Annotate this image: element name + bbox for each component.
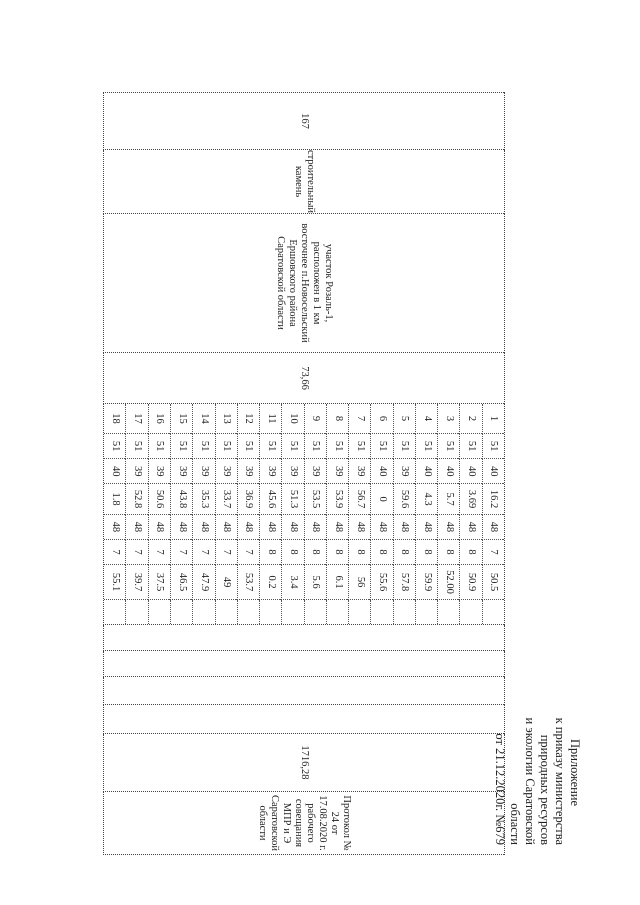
- coordinate-cell: 51: [193, 433, 215, 458]
- empty-cell: [482, 600, 504, 624]
- coordinate-cell: 57.8: [393, 564, 415, 599]
- empty-cell: [104, 676, 505, 704]
- coordinate-cell: 51: [415, 433, 437, 458]
- coordinate-cell: 5.7: [438, 484, 460, 514]
- coordinate-row: [104, 404, 126, 624]
- coordinate-cell: 45.6: [260, 484, 282, 514]
- coordinate-cell: 8: [438, 539, 460, 564]
- coordinate-cell: 48: [349, 514, 371, 539]
- coordinate-row: [349, 404, 371, 624]
- coordinate-cell: 39: [215, 459, 237, 484]
- coordinate-cell: 50.6: [148, 484, 170, 514]
- coordinate-cell: 51.3: [282, 484, 304, 514]
- coordinate-cell: 48: [104, 514, 126, 539]
- coordinate-cell: 51: [237, 433, 259, 458]
- coordinate-row: [482, 404, 504, 624]
- empty-cell: [282, 600, 304, 624]
- coordinate-cell: 48: [260, 514, 282, 539]
- empty-cell: [148, 600, 170, 624]
- coordinate-row: [215, 404, 237, 624]
- coordinate-cell: 7: [215, 539, 237, 564]
- coordinate-row: [171, 404, 193, 624]
- coordinate-cell: 40: [415, 459, 437, 484]
- coordinate-cell: 6: [371, 404, 393, 433]
- coordinate-cell: 59.6: [393, 484, 415, 514]
- empty-cell: [393, 600, 415, 624]
- coordinate-cell: 14: [193, 404, 215, 433]
- coordinate-cell: 11: [260, 404, 282, 433]
- coordinate-row: [282, 404, 304, 624]
- coordinate-cell: 46.5: [171, 564, 193, 599]
- empty-cell: [104, 650, 505, 676]
- coordinate-cell: 40: [438, 459, 460, 484]
- coordinate-row: [415, 404, 437, 624]
- coordinate-cell: 48: [237, 514, 259, 539]
- coordinate-cell: 39: [260, 459, 282, 484]
- coordinate-cell: 3.69: [460, 484, 482, 514]
- coordinate-cell: 8: [326, 539, 348, 564]
- coordinate-cell: 48: [215, 514, 237, 539]
- coordinate-cell: 49: [215, 564, 237, 599]
- coordinate-cell: 48: [193, 514, 215, 539]
- coordinate-cell: 8: [304, 539, 326, 564]
- coordinate-cell: 8: [415, 539, 437, 564]
- coordinate-cell: 36.9: [237, 484, 259, 514]
- coordinate-cell: 51: [482, 433, 504, 458]
- empty-cell: [415, 600, 437, 624]
- deposits-table: [103, 92, 505, 855]
- coordinate-row: [438, 404, 460, 624]
- coordinate-cell: 0: [371, 484, 393, 514]
- coordinate-cell: 48: [282, 514, 304, 539]
- coordinate-cell: 39: [326, 459, 348, 484]
- coordinate-row: [304, 404, 326, 624]
- coordinate-cell: 48: [126, 514, 148, 539]
- coordinate-cell: 39: [393, 459, 415, 484]
- table-row: [104, 93, 505, 855]
- coordinate-cell: 16: [148, 404, 170, 433]
- coordinate-cell: 33.7: [215, 484, 237, 514]
- appendix-line: от 21.12.2020г. №679: [493, 733, 507, 845]
- appendix-line: к приказу министерства природных ресурсов: [538, 717, 567, 845]
- coordinate-cell: 1.8: [104, 484, 126, 514]
- empty-cell: [215, 600, 237, 624]
- coordinate-cell: 48: [482, 514, 504, 539]
- coordinate-cell: 51: [282, 433, 304, 458]
- coordinate-cell: 3.4: [282, 564, 304, 599]
- coordinate-row: [193, 404, 215, 624]
- coordinate-cell: 51: [438, 433, 460, 458]
- coordinate-cell: 40: [104, 459, 126, 484]
- empty-cell: [349, 600, 371, 624]
- coordinate-cell: 39: [148, 459, 170, 484]
- coordinate-cell: 51: [304, 433, 326, 458]
- empty-cell: [104, 625, 505, 651]
- coordinate-cell: 51: [326, 433, 348, 458]
- coordinate-cell: 2: [460, 404, 482, 433]
- coordinate-cell: 56: [349, 564, 371, 599]
- empty-cell: [260, 600, 282, 624]
- coordinate-cell: 40: [482, 459, 504, 484]
- coordinate-cell: 48: [304, 514, 326, 539]
- coordinate-cell: 10: [282, 404, 304, 433]
- coordinate-cell: 51: [126, 433, 148, 458]
- coordinate-cell: 5: [393, 404, 415, 433]
- coordinate-row: [148, 404, 170, 624]
- coordinate-cell: 18: [104, 404, 126, 433]
- coordinate-cell: 40: [460, 459, 482, 484]
- coordinate-cell: 17: [126, 404, 148, 433]
- coordinate-cell: 53.5: [304, 484, 326, 514]
- coordinate-row: [371, 404, 393, 624]
- coordinate-cell: 7: [104, 539, 126, 564]
- coordinate-cell: 39: [282, 459, 304, 484]
- coordinate-cell: 40: [371, 459, 393, 484]
- empty-cell: [126, 600, 148, 624]
- coordinate-cell: 7: [126, 539, 148, 564]
- empty-cell: [104, 600, 126, 624]
- coordinate-cell: 51: [260, 433, 282, 458]
- coordinate-cell: 7: [193, 539, 215, 564]
- coordinate-cell: 52.8: [126, 484, 148, 514]
- record-number: 167: [104, 93, 505, 150]
- empty-cell: [460, 600, 482, 624]
- coordinate-cell: 48: [148, 514, 170, 539]
- coordinate-row: [260, 404, 282, 624]
- coordinate-cell: 39: [171, 459, 193, 484]
- coordinate-cell: 37.5: [148, 564, 170, 599]
- coordinate-cell: 7: [148, 539, 170, 564]
- coordinate-cell: 53.9: [326, 484, 348, 514]
- empty-cell: [171, 600, 193, 624]
- empty-cell: [371, 600, 393, 624]
- empty-cell: [304, 600, 326, 624]
- coordinate-cell: 35.3: [193, 484, 215, 514]
- coordinate-cell: 51: [349, 433, 371, 458]
- coordinate-cell: 8: [393, 539, 415, 564]
- coordinate-cell: 48: [415, 514, 437, 539]
- coordinate-cell: 50.9: [460, 564, 482, 599]
- coordinate-cell: 39: [349, 459, 371, 484]
- area: 73,66: [104, 353, 505, 404]
- coordinate-cell: 48: [393, 514, 415, 539]
- coordinate-cell: 16.2: [482, 484, 504, 514]
- coordinate-cell: 39: [237, 459, 259, 484]
- empty-cell: [104, 704, 505, 733]
- protocol: Протокол № 24 от 17.08.2020 г. рабочего совещания МПР и Э Саратовской области: [104, 792, 505, 855]
- coordinates-cell: [104, 404, 505, 625]
- coordinate-cell: 5.6: [304, 564, 326, 599]
- coordinate-cell: 39: [126, 459, 148, 484]
- coordinate-cell: 53.7: [237, 564, 259, 599]
- coordinate-cell: 0.2: [260, 564, 282, 599]
- coordinate-cell: 51: [148, 433, 170, 458]
- coordinate-cell: 15: [171, 404, 193, 433]
- coordinate-cell: 51: [371, 433, 393, 458]
- coordinate-cell: 3: [438, 404, 460, 433]
- coordinate-cell: 51: [393, 433, 415, 458]
- coordinate-cell: 56.7: [349, 484, 371, 514]
- coordinate-cell: 55.6: [371, 564, 393, 599]
- coordinate-cell: 39: [193, 459, 215, 484]
- coordinate-row: [237, 404, 259, 624]
- coordinate-cell: 48: [326, 514, 348, 539]
- coordinate-cell: 8: [282, 539, 304, 564]
- coordinate-cell: 43.8: [171, 484, 193, 514]
- coordinate-row: [126, 404, 148, 624]
- coordinates-table: [104, 404, 504, 624]
- coordinate-cell: 12: [237, 404, 259, 433]
- coordinate-cell: 50.5: [482, 564, 504, 599]
- coordinate-cell: 8: [371, 539, 393, 564]
- coordinate-cell: 48: [438, 514, 460, 539]
- coordinate-cell: 4: [415, 404, 437, 433]
- appendix-line: и экологии Саратовской области: [508, 717, 537, 845]
- coordinate-cell: 8: [349, 539, 371, 564]
- coordinate-cell: 52.00: [438, 564, 460, 599]
- coordinate-row: [393, 404, 415, 624]
- coordinate-cell: 7: [349, 404, 371, 433]
- coordinate-cell: 7: [171, 539, 193, 564]
- coordinate-cell: 51: [215, 433, 237, 458]
- coordinate-cell: 4.3: [415, 484, 437, 514]
- coordinate-cell: 8: [260, 539, 282, 564]
- mineral-type: строительный камень: [104, 149, 505, 213]
- locality: участок Розаль-1, расположен в 1 км восточнее п.Новосельский Ершовского района Саратовской области: [104, 214, 505, 353]
- coordinate-cell: 55.1: [104, 564, 126, 599]
- coordinate-cell: 7: [482, 539, 504, 564]
- coordinate-cell: 9: [304, 404, 326, 433]
- coordinate-cell: 13: [215, 404, 237, 433]
- coordinate-cell: 47.9: [193, 564, 215, 599]
- empty-cell: [438, 600, 460, 624]
- coordinate-cell: 48: [371, 514, 393, 539]
- empty-cell: [237, 600, 259, 624]
- coordinate-cell: 59.9: [415, 564, 437, 599]
- coordinate-cell: 48: [171, 514, 193, 539]
- coordinate-cell: 1: [482, 404, 504, 433]
- coordinate-cell: 8: [326, 404, 348, 433]
- coordinate-cell: 51: [171, 433, 193, 458]
- coordinate-row: [326, 404, 348, 624]
- coordinate-cell: 51: [460, 433, 482, 458]
- coordinate-row: [460, 404, 482, 624]
- reserves: 1716,28: [104, 733, 505, 791]
- coordinate-cell: 39: [304, 459, 326, 484]
- coordinate-cell: 6.1: [326, 564, 348, 599]
- appendix-title: Приложение: [568, 738, 582, 807]
- coordinate-cell: 8: [460, 539, 482, 564]
- appendix-header: [492, 700, 582, 845]
- coordinate-cell: 7: [237, 539, 259, 564]
- empty-cell: [326, 600, 348, 624]
- empty-cell: [193, 600, 215, 624]
- coordinate-cell: 48: [460, 514, 482, 539]
- coordinate-cell: 51: [104, 433, 126, 458]
- coordinate-cell: 39.7: [126, 564, 148, 599]
